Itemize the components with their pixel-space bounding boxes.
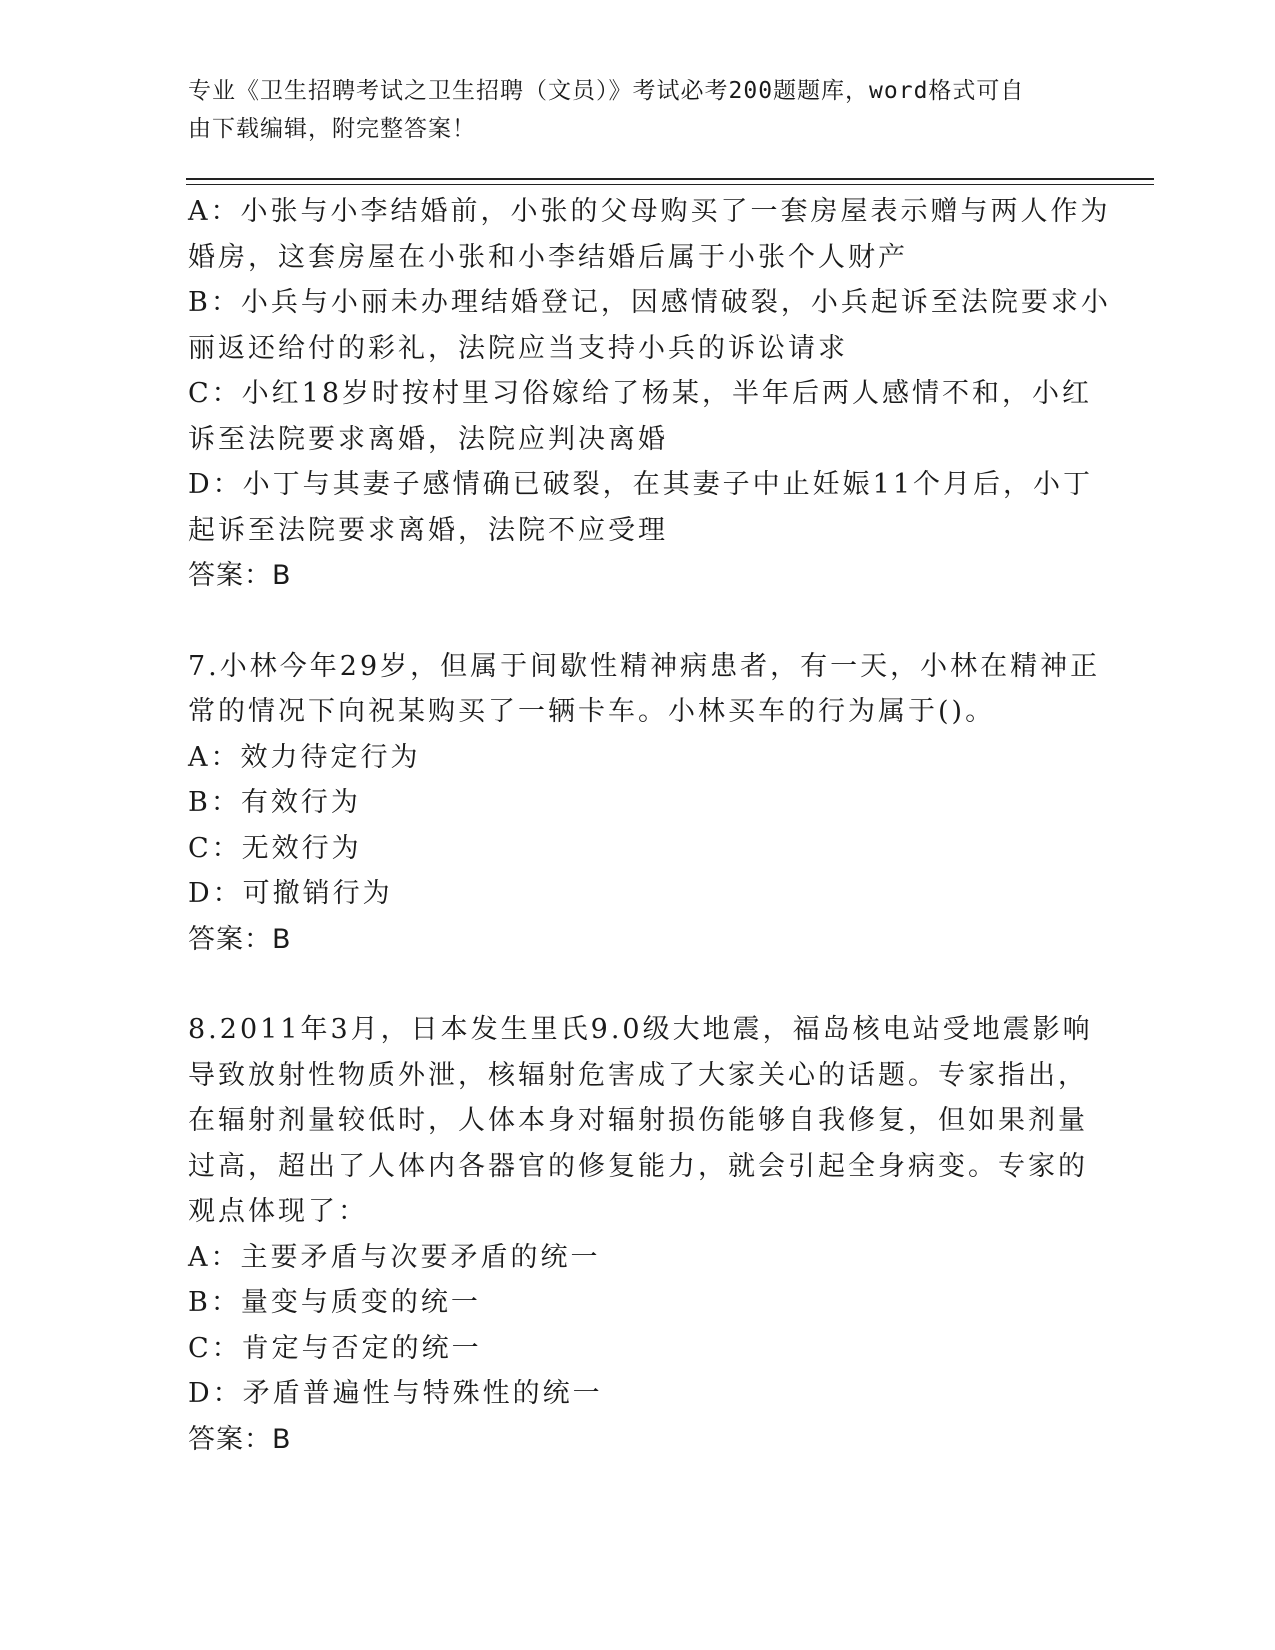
- q6-option-c-line-1: C：小红18岁时按村里习俗嫁给了杨某，半年后两人感情不和，小红: [188, 378, 1093, 409]
- q6-option-d-line-2: 起诉至法院要求离婚，法院不应受理: [188, 514, 668, 546]
- q6-option-d-line-1: D：小丁与其妻子感情确已破裂，在其妻子中止妊娠11个月后，小丁: [188, 469, 1094, 500]
- q6-answer: 答案：B: [188, 560, 292, 591]
- q7-stem-line-1: 7.小林今年29岁，但属于间歇性精神病患者，有一天，小林在精神正: [188, 650, 1101, 682]
- header-line-1: 专业《卫生招聘考试之卫生招聘（文员）》考试必考200题题库，word格式可自: [188, 78, 1025, 104]
- q7-option-a: A：效力待定行为: [188, 741, 421, 773]
- q8-stem-line-1: 8.2011年3月，日本发生里氏9.0级大地震，福岛核电站受地震影响: [188, 1014, 1093, 1045]
- q8-stem-line-5: 观点体现了：: [188, 1196, 368, 1227]
- q7-option-d: D：可撤销行为: [188, 878, 393, 909]
- q8-stem-line-3: 在辐射剂量较低时，人体本身对辐射损伤能够自我修复，但如果剂量: [188, 1105, 1088, 1136]
- header-line-2: 由下载编辑，附完整答案！: [188, 116, 476, 142]
- question-7-block: [188, 644, 1101, 963]
- header-rule-thick: [186, 178, 1154, 180]
- header-rule-thin: [186, 184, 1154, 185]
- spacer: [188, 599, 1088, 644]
- document-header: [188, 72, 1068, 148]
- q6-option-b-line-1: B：小兵与小丽未办理结婚登记，因感情破裂，小兵起诉至法院要求小: [188, 287, 1111, 318]
- q6-option-b-line-2: 丽返还给付的彩礼，法院应当支持小兵的诉讼请求: [188, 332, 848, 364]
- q7-answer: 答案：B: [188, 923, 292, 955]
- q8-stem-line-2: 导致放射性物质外泄，核辐射危害成了大家关心的话题。专家指出，: [188, 1059, 1088, 1091]
- question-6-block: [188, 189, 1111, 599]
- q8-option-b: B：量变与质变的统一: [188, 1287, 481, 1318]
- q7-option-c: C：无效行为: [188, 832, 362, 864]
- q6-option-c-line-2: 诉至法院要求离婚，法院应判决离婚: [188, 423, 668, 455]
- q8-option-a: A：主要矛盾与次要矛盾的统一: [188, 1241, 601, 1273]
- q6-option-a-line-1: A：小张与小李结婚前，小张的父母购买了一套房屋表示赠与两人作为: [188, 196, 1111, 227]
- document-body: [188, 189, 1111, 1462]
- spacer: [188, 962, 1088, 1007]
- question-8-block: [188, 1007, 1093, 1462]
- q8-option-d: D：矛盾普遍性与特殊性的统一: [188, 1378, 603, 1409]
- q7-option-b: B：有效行为: [188, 787, 361, 818]
- q7-stem-line-2: 常的情况下向祝某购买了一辆卡车。小林买车的行为属于()。: [188, 696, 996, 727]
- q6-option-a-line-2: 婚房，这套房屋在小张和小李结婚后属于小张个人财产: [188, 241, 908, 273]
- q8-stem-line-4: 过高，超出了人体内各器官的修复能力，就会引起全身病变。专家的: [188, 1150, 1088, 1182]
- q8-answer: 答案：B: [188, 1423, 292, 1455]
- q8-option-c: C：肯定与否定的统一: [188, 1332, 482, 1364]
